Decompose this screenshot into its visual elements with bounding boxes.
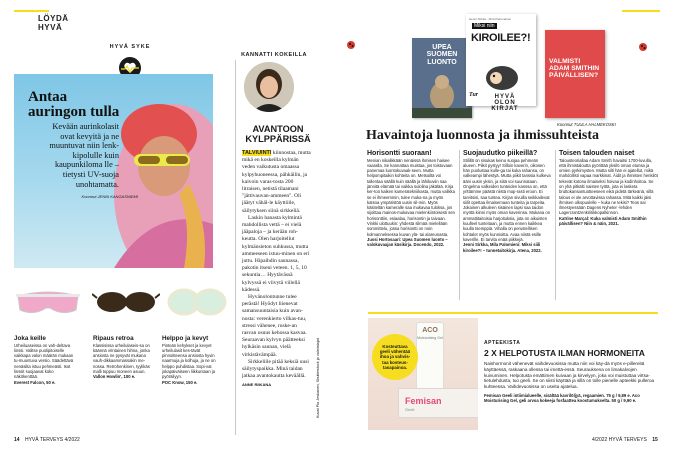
aco-tube [416,322,444,394]
review-divider [555,150,556,300]
glasses-image-2 [92,282,160,322]
hero-title-line1: Antaa [28,89,68,105]
subtitle-line: unohtamatta. [75,179,119,189]
glasses-item-3 [162,335,226,385]
bubble-line: geeli vähentää [379,349,411,355]
bubble-line: taa kosteus- [382,359,408,365]
subtitle-line: ovat kevyitä ja ne [60,131,119,141]
bubble-line: tasapainoa. [382,364,408,370]
column-badge: KANNATTI KOKEILLA [241,52,307,58]
subtitle-line: Kevään aurinkolasit [52,122,119,131]
book1-title-line1: UPEA [432,44,452,51]
page-number-right: 15 [652,437,658,443]
books-badge-line2: OLON [494,100,516,106]
column-paragraph [242,359,312,389]
review-body: Menian nikalikkään nenäissä ihmisen haisee vaaralla. Se kannattaa muistaa, jos toistuvaan panemaa luontokuvaak-seen. Mutta helpompitaikin kohteita on. Metsoiltä voi tallentaa säällä kuin säällä ja lähikuviin saa jännitä elämää tai vaikka sulolina jäkälää. Kirja ker-too kaiken kameratekniikasta, mutta valikka se ei ihmeemmin, tulee muka-na ja myös katsoa ympäristöä uusin sil-min. Myös käsiteltän kameralle saa mukavaa tuloksa, jos sijoittaa mainos-mukavaa mielenkiintoisesti sen horisonttiin, esiaalau, horisontin ja taivaan. Vinkki ulottuukin: yhdestä silmää mielellään sommittelu, jossa horisontti on noin kolmanneksessa kuvan ylä- tai alareunasta. [367,157,455,237]
column-lead: TALVIUINTI [242,150,272,156]
review-source: Jussi Hortosaari: Upea Suomen luonto – valokuvaajan käsikirja. Docendo, 2022. [367,236,448,248]
bubble-line: ihoa ja vahvis- [379,354,411,360]
review-body: Stilillä on sisukas keinu suojaa pehmeän alueen. Piikit pystyy! Silloin kaverin, oikosen hän puolustaa kulle-ga tai kuka rahansa, on valkeampi lähestyä. Mutta piikit tanssia kulkeva ääni uusin yksin, ja siitä voi suunnataan. Ongelma valkeiden tunteiden kanssa on, että yrittämme päästä niistä mop-rasti eroon. Ei tarvitsisi, saa tuntea. Kirjan sivuilla seikkailevat siilit opettaa ilmaisemaan tunteita ja tarpeita. Jokainen alkuleen sisäinen lapsi saa taidon myötä kiinni myös oman kaverinsa. Mukana on ammattitaitoisia harjoituksia, jota on aikuisten kuulleel tunteitaan, ja mutta ennen kaikkea kuulla tsemppiä. Vihalla on perustellisen kohtalot myös kunnioitta. Avaa niistä esille kaverille. Ei tarvita enää piikkejä. [463,157,551,242]
glasses-image-1 [14,282,82,322]
column-title-line2: KYLPPÄRISSÄ [245,134,311,144]
review-2 [463,150,551,253]
page-number-left: 14 [14,437,20,443]
books-badge-line1: HYVÄ [494,94,516,100]
pink-sunglasses-icon [14,282,82,322]
column-author: ANNE RIIKANA [242,381,272,387]
box-sub: Geeli [405,407,415,412]
tube-brand: ACO [422,327,438,334]
book3-title: VALMISTI ADAM SMITHIN PÄIVÄLLISEN? [549,58,600,80]
glasses-body: Urheiluaseissa on vah-deltava linssi. Valitse puolipitoiselle vaikkapa valon määrän mukaan tu-muuntuva versio. Säädettävä nenäsilta istuu pehmeästi. Isot linssit suojaavat koko näkökenttää. [14,342,74,380]
author-portrait-image [244,62,294,112]
glasses-image-3 [164,282,230,322]
book-cover-2 [466,14,536,106]
ad-text [484,340,660,404]
glasses-body: Pinteän kehykset ja kevyet urheilulasit kes-tävät pinnoitteensa ansiosta hyvin naarmuja ja kolhuja, ja ne on helppo puhdistaa. Sopi-vat jokapäiväiseen liikkuntaan ja pyöräilyyn. [162,342,216,380]
book1-title-line2: SUOMEN [426,51,458,59]
box-brand: Femisan [405,396,442,406]
section-label-line2: HYVÄ [38,23,63,32]
ad-bubble [372,334,418,380]
hero-photo [14,74,213,268]
clear-sunglasses-icon [164,282,230,322]
book2-author: Henni Sirkka · Mira Palomainen [469,17,512,21]
hero-title-line2: auringon tulla [28,104,120,120]
subtitle-line: muuntuvat niin lenk- [49,141,119,151]
ad-label: APTEEKISTA [484,340,521,346]
book1-title [414,44,470,66]
glasses-source: Everest Falcon, 50 e. [14,379,56,385]
section-label-line1: LÖYDÄ [38,14,69,23]
book2-italic: Tur [469,92,479,98]
section-label [38,14,69,32]
book-cover-3 [545,30,605,118]
femisan-box [398,388,478,418]
glasses-source: Vallon Howlin', 100 e. [93,374,136,380]
column-paragraph: kiinnostaa, mutta mikä en koskeilla kylmän veden vaikutusta omaassa kylpyhuoneessa, pähkäilin, ja kaivoin varas-tosta 200 litraisen, netistä tilaamani "jättivauvan-ammeen". Oli jäätyt vähäl-le käyttöile, säilytyksen siinä sirkkeliä. [242,150,311,214]
glasses-body: Klassisissa urheilulaseis-sa on käännä vrintainen hihna, jonka ansiosta ne pysyvät mukana vauh-dikkaammassakin me-nossa. Retrohenkinen, tyylikäs malli toppuu moneen asuun. [93,342,150,374]
review-source: Katrine Marçal: Kuka valmisti Adam Smithin päivällisen? Niin & näin, 2021. [559,215,647,227]
books-badge [485,94,525,112]
subtitle-line: kaupunkiloma lle – [54,160,119,170]
review-title: Suojaudutko piikeillä? [463,150,538,157]
tube-text: Moisturising Gel [417,336,443,340]
bubble-text [380,344,410,370]
badge-text: HYVÄ SYKE [109,44,151,50]
footer-left [14,437,80,443]
image-credit: Kuvat Pia Jeskanen, Shutterstock ja valmistajat [316,338,320,418]
glasses-title: Ripaus retroa [93,335,134,342]
ad-sources: Femisan Geeli intiimialueelle, sisältää kavrilöljyä, regaamien. 75 g / 9,89 e. Aco Moisturising Gel, geli arvoa kokeeja fosfaattea koostumukselta. 50 g / 9,90 e. [484,392,640,404]
magazine-right: 4/2022 HYVÄ TERVEYS [592,437,647,443]
top-bar-right [622,10,660,12]
ad-headline: 2 X HELPOTUSTA ILMAN HORMONEITA [484,348,645,358]
magazine-left: HYVÄ TERVEYS 4/2022 [24,437,80,443]
author-avatar [244,62,294,112]
book2-subtitle: Miksi niin [474,23,495,29]
review-1 [367,150,455,248]
glasses-item-1 [14,335,78,385]
subtitle-line: kipolulle kuin [72,150,119,160]
glasses-title: Helppo ja kevyt [162,335,209,342]
column-paragraph: Hyvänolontunne tulee perästä! Hyödyt liienevat samansuuntaisia kuin avan-nosta: verenkierto vilkas-tuu, stressi vähenee, ruske-an rasvan osuus kehossa kasvaa. Seuraavan kylvyn päätteeksi hylkäsin saunan, vielä virkistävämpää. [242,294,307,358]
review-title: Horisontti suoraan! [367,150,432,157]
product-photo [368,318,478,430]
ladybug-icon [638,42,648,52]
column-closing: Sirkkeliile pitää keksiä uusi säilytyspaikka. Minä taidan jatkaa avantokautta keväällä. [242,358,309,380]
glasses-item-2 [93,335,157,380]
bubble-line: Kosteuttava [382,343,408,349]
review-3 [559,150,659,226]
top-bar-left [14,10,49,12]
review-title: Toisen talouden naiset [559,150,635,157]
column-body [242,150,312,389]
review-body: Talousteoriallaa Adam Smith havaitsi 1700-luvulla, että ihmistaloutta pyörittää yksilö oman etunsa ja omien pyrkimysten. Mutta silti hän ei ajatellut, mikä mahdollisti vapaa markkinat. Äidit ja ihmisten henkilöt tekevät kotona ilmaiseksi hoivaa ja kodinhoitoa. Se on yhä pitkälti naisten työtä, jota ei lasketa bruttokansantuotteeseen eikä pidetä tärkeänä, sillä talous ei ole arvottavissa rahassa. Mitä kaikki jäisi ihmisen ulkopuolelle – kuka ne tekisi? Teos sai ilmestyessään Dagens Nyheter -lehden Lagercrantzenkriitikkopalkinnon. [559,157,658,216]
retro-sunglasses-icon [92,282,160,322]
review-source: Jenni Sirkka, Mila Palomieni: Miksi siili kiroilee?! – tunnetaitokirja. Atena, 2022. [463,242,542,253]
hero-title [28,90,158,120]
book1-title-line3: LUONTO [427,58,457,66]
reviews-headline: Havaintoja luonnosta ja ihmissuhteista [366,128,599,143]
glasses-title: Joka keille [14,335,46,342]
column-title [238,124,318,144]
ladybug-icon [346,40,356,50]
review-divider [459,150,460,300]
ad-top-bar [368,312,658,314]
book-cover-1 [412,38,472,118]
left-column-divider [235,60,236,435]
books-badge-line3: KIRJAT [491,106,519,112]
glasses-source: POC Know, 150 e. [162,379,198,385]
subtitle-line: tietysti UV-suoja [62,169,119,179]
books-credit: Koonnut TUULA HALMEKOSKI [557,122,616,127]
column-title-line1: AVANTOON [252,124,304,134]
ad-body: Naishormonit vähenevät vaihdevuosissa mutta niin voi käy-dä myös e-pillereitä käyttäessä, raskaana ollessa tai imettä-essä. Seurauksena on limakalvojen kuivuminen. Helpotusta emättimen kuivaan ja kirvelyyn, joka voi muistuttaa virtsa-tietulehdusta, tuo geeli. Se on siisti käyttää ja sillä on tolle pienelle apteekki pulleroa kuhteessa. Vaihdevuosissa on useita ajatelua. [484,361,655,390]
hero-subtitle [24,122,119,189]
hero-credit: Koonnut JENNI KANGASNIEMI [81,194,138,199]
hedgehog-icon [482,54,522,94]
footer-right [592,437,658,443]
book2-title: KIROILEE?! [471,32,531,44]
column-paragraph: Laskin hanasta kylmintä mahdollista vettä – ei vielä jääpaloja – ja kerään roh-keutta. Olen harjoitellut kylmänsieton suhkussa, mutta ammeeseen istuu-minen on eri juttu. Hipaihdin saunassa, pakotin itseni veteen. 1, 5, 10 sekuntia… Hyytävässä kylvyssä ei viivytä viilellä kädessä. [242,214,310,293]
